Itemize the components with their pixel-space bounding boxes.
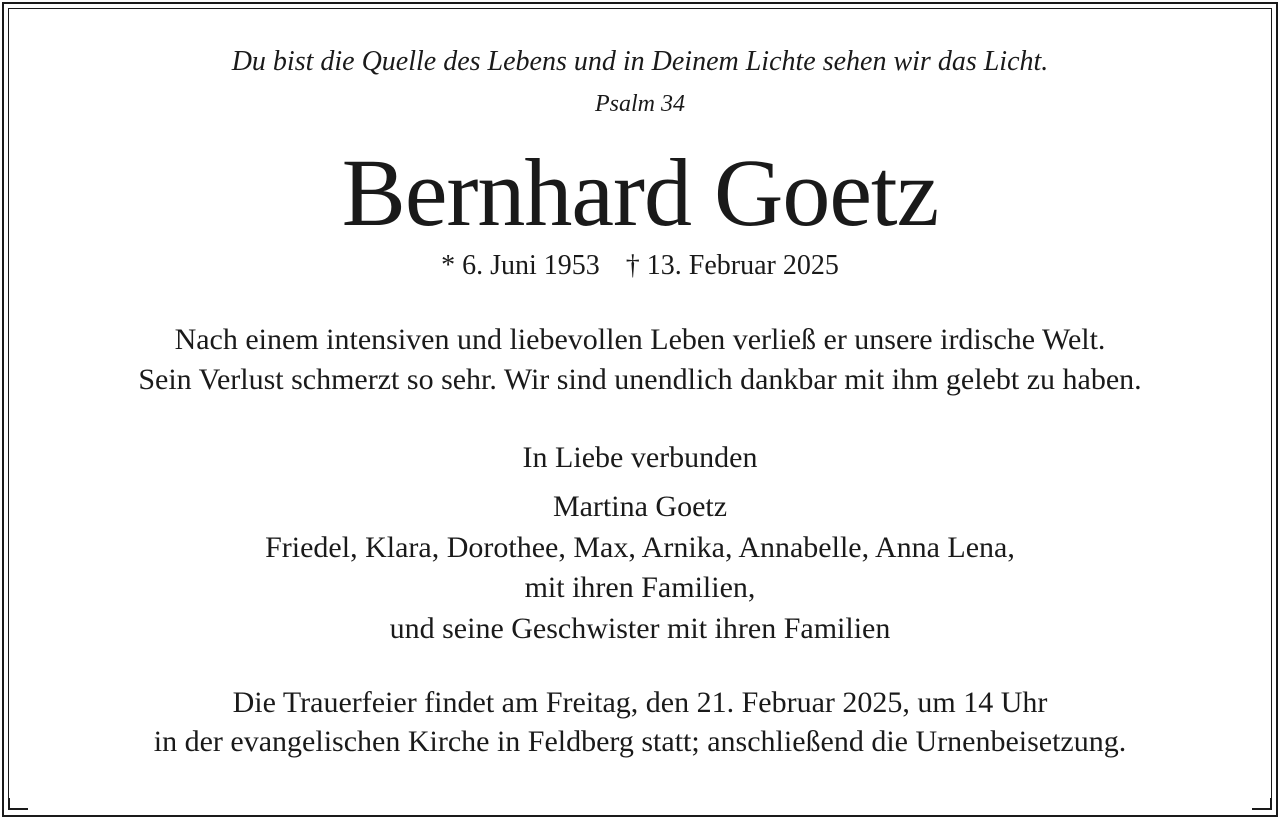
life-dates <box>0 250 1280 282</box>
corner-ornament-bottom-left <box>8 798 28 810</box>
signatory-line: Martina Goetz <box>552 490 728 523</box>
obituary-text-line: Nach einem intensiven und liebevollen Leben verließ er unsere irdische Welt. <box>174 323 1106 356</box>
deceased-name: Bernhard Goetz <box>341 139 939 246</box>
motto-quote: Du bist die Quelle des Lebens und in Deinem Lichte sehen wir das Licht. <box>231 46 1049 77</box>
signatory-line: mit ihren Familien, <box>524 571 756 604</box>
obituary-text-line: Sein Verlust schmerzt so sehr. Wir sind unendlich dankbar mit ihm gelebt zu haben. <box>138 363 1142 396</box>
funeral-info-line: in der evangelischen Kirche in Feldberg statt; anschließend die Urnenbeisetzung. <box>153 725 1127 758</box>
birth-date: * 6. Juni 1953 <box>441 250 600 281</box>
signatory-line: Friedel, Klara, Dorothee, Max, Arnika, Annabelle, Anna Lena, <box>265 531 1015 564</box>
motto-source: Psalm 34 <box>595 91 685 117</box>
signatory-line: und seine Geschwister mit ihren Familien <box>389 612 891 645</box>
death-date: † 13. Februar 2025 <box>625 250 839 281</box>
closing-phrase: In Liebe verbunden <box>522 441 758 474</box>
funeral-info-line: Die Trauerfeier findet am Freitag, den 21. Februar 2025, um 14 Uhr <box>232 686 1048 719</box>
corner-ornament-bottom-right <box>1252 798 1272 810</box>
